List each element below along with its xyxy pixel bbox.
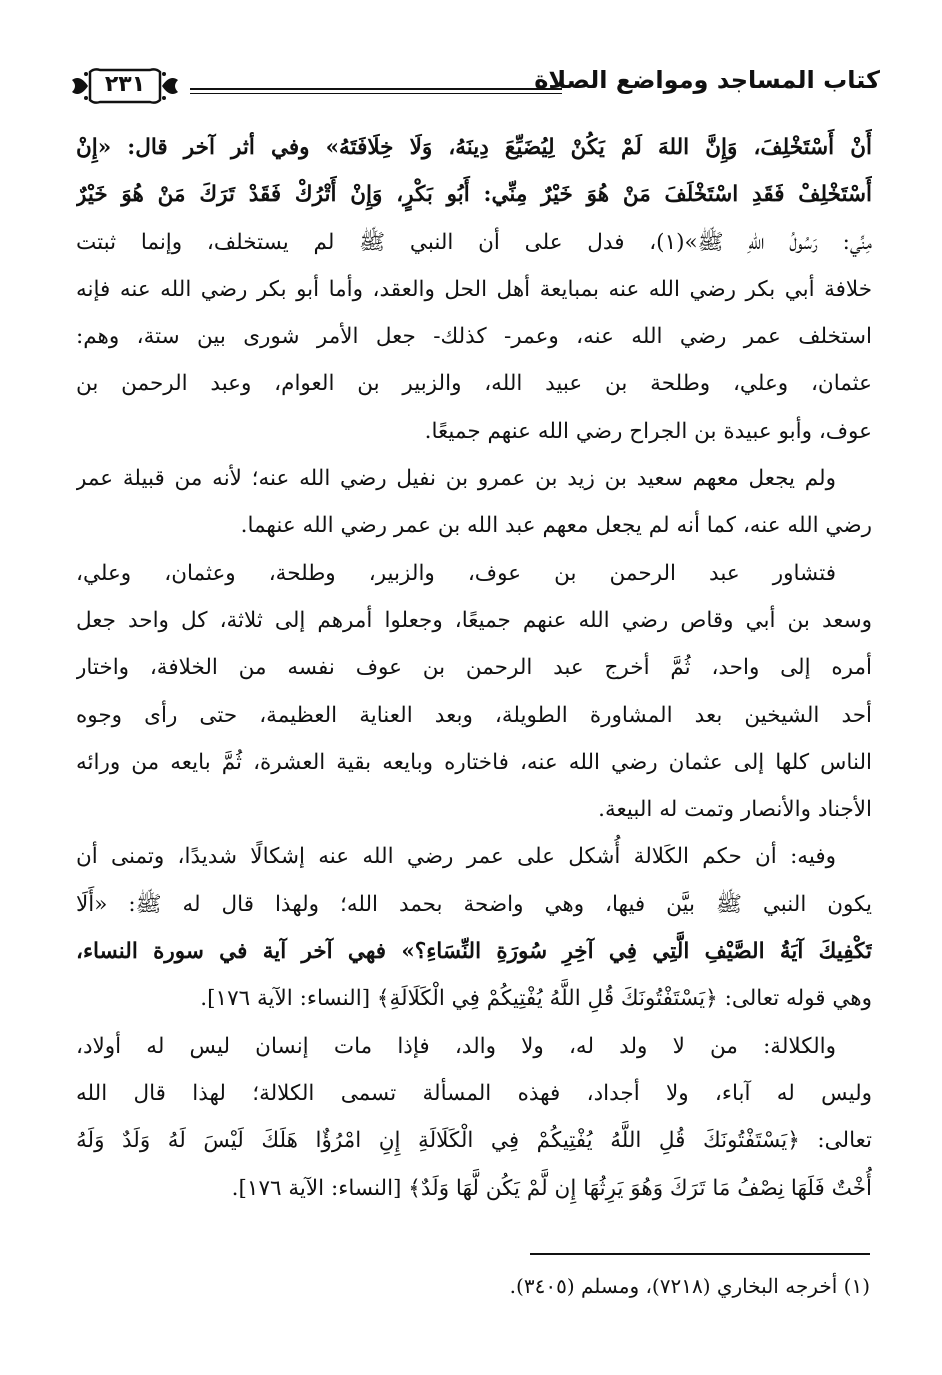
text-line: أمره إلى واحد، ثُمَّ أخرج عبد الرحمن بن عوف نفسه من الخلافة، واختار bbox=[76, 655, 872, 681]
text-line: ولم يجعل معهم سعيد بن زيد بن عمرو بن نفيل رضي الله عنه؛ لأنه من قبيلة عمر bbox=[76, 466, 836, 492]
text-line: أَسْتَخْلِفْ فَقَدِ اسْتَخْلَفَ مَنْ هُوَ خَيْرٌ مِنِّي: أَبُو بَكْرٍ، وَإِنْ أَتْرُكْ فَقَدْ تَرَكَ مَنْ هُوَ خَيْرٌ bbox=[76, 182, 872, 208]
text-line: وسعد بن أبي وقاص رضي الله عنهم جميعًا، وجعلوا أمرهم إلى ثلاثة، كل واحد جعل bbox=[76, 607, 872, 633]
text-line: استخلف عمر رضي الله عنه، وعمر- كذلك- جعل الأمر شورى بين ستة، وهم: bbox=[76, 324, 872, 350]
main-text bbox=[76, 124, 872, 1212]
text-line: وفيه: أن حكم الكَلالة أُشكل على عمر رضي الله عنه إشكالًا شديدًا، وتمنى أن bbox=[76, 844, 836, 870]
text-line: وهي قوله تعالى: ﴿يَسْتَفْتُونَكَ قُلِ اللَّهُ يُفْتِيكُمْ فِي الْكَلَالَةِ﴾ [النساء: الآية ١٧٦]. bbox=[200, 986, 872, 1012]
text-line: عثمان، وعلي، وطلحة بن عبيد الله، والزبير بن العوام، وعبد الرحمن بن bbox=[76, 371, 872, 397]
text-line: وليس له آباء، ولا أجداد، فهذه المسألة تسمى الكلالة؛ لهذا قال الله bbox=[76, 1080, 872, 1106]
footnote: (١) أخرجه البخاري (٧٢١٨)، ومسلم (٣٤٠٥). bbox=[509, 1274, 870, 1298]
running-title: كتاب المساجد ومواضع الصلاة bbox=[534, 66, 880, 94]
text-line: أَنْ أَسْتَخْلِفَ، وَإِنَّ اللهَ لَمْ يَكُنْ لِيُضَيِّعَ دِينَهُ، وَلَا خِلَافَتَهُ» وفي أثر آخر قال: «إِنْ bbox=[76, 135, 872, 160]
text-line: والكلالة: من لا ولد له، ولا والد، فإذا مات إنسان ليس له أولاد، bbox=[76, 1033, 836, 1059]
text-line: الناس كلها إلى عثمان رضي الله عنه، فاختاره وبايعه بقية العشرة، ثُمَّ بايعه من ورائه bbox=[76, 749, 872, 775]
text-line: تَكْفِيكَ آيَةُ الصَّيْفِ الَّتِي فِي آخِرِ سُورَةِ النِّسَاءِ؟» فهي آخر آية في سورة النساء، bbox=[76, 939, 872, 965]
text-line: عوف، وأبو عبيدة بن الجراح رضي الله عنهم جميعًا. bbox=[424, 418, 872, 444]
footnote-separator bbox=[530, 1253, 870, 1255]
header-rule bbox=[190, 88, 562, 90]
page-number: ٢٣١ bbox=[104, 72, 146, 97]
text-line: خلافة أبي بكر رضي الله عنه بمبايعة أهل الحل والعقد، وأما أبو بكر رضي الله عنه فإنه bbox=[76, 276, 872, 302]
text-line: أُخْتٌ فَلَهَا نِصْفُ مَا تَرَكَ وَهُوَ يَرِثُهَا إِن لَّمْ يَكُن لَّهَا وَلَدٌ﴾ [النساء: الآية ١٧٦]. bbox=[231, 1175, 872, 1201]
text-line: تعالى: ﴿يَسْتَفْتُونَكَ قُلِ اللَّهُ يُفْتِيكُمْ فِي الْكَلَالَةِ إِنِ امْرُؤٌا هَلَكَ لَيْسَ لَهُ وَلَدٌ وَلَهُ bbox=[76, 1128, 872, 1154]
text-line: الأجناد والأنصار وتمت له البيعة. bbox=[598, 797, 872, 823]
text-line: فتشاور عبد الرحمن بن عوف، والزبير، وطلحة، وعثمان، وعلي، bbox=[76, 560, 836, 586]
header-rule-thin bbox=[190, 93, 562, 94]
page-header bbox=[70, 52, 880, 108]
page-number-frame bbox=[70, 66, 180, 106]
text-line: يكون النبي ﷺ بيَّن فيها، وهي واضحة بحمد الله؛ ولهذا قال له ﷺ: «أَلَا bbox=[76, 891, 872, 917]
text-line: رضي الله عنه، كما أنه لم يجعل معهم عبد الله بن عمر رضي الله عنهما. bbox=[240, 513, 872, 539]
text-line: مِنِّي: رَسُولُ اللهِ ﷺ»(١)، فدل على أن النبي ﷺ لم يستخلف، وإنما ثبتت bbox=[76, 229, 872, 255]
text-line: أحد الشيخين بعد المشاورة الطويلة، وبعد العناية العظيمة، حتى رأى وجوه bbox=[76, 702, 872, 728]
